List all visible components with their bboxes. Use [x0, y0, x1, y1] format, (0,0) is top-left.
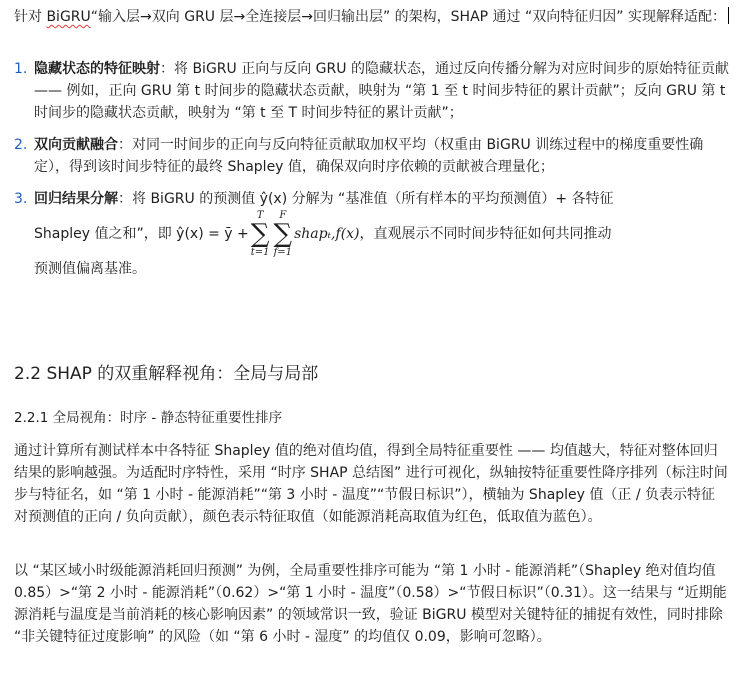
global-view-paragraph[interactable]: 通过计算所有测试样本中各特征 Shapley 值的绝对值均值，得到全局特征重要性 —— 均值越大，特征对整体回归结果的影响越强。为适配时序特性，采用 “时序 SHAP 总结图” 进行可视化，纵轴按特征重要性降序排列（标注时间步与特征名，如 “第 1 小时 - 能源消耗”“第 3 小时 - 温度”“节假日标识”），横轴为 Shapley 值（正 / 负表示特征对预测值的正向 / 负向贡献），颜色表示特征取值（如能源消耗高取值为红色，低取值为蓝色）。 [14, 443, 728, 525]
list-item [14, 58, 729, 124]
intro-bigru: BiGRU [46, 9, 91, 25]
section-heading: 2.2 SHAP 的双重解释视角：全局与局部 [14, 364, 319, 384]
list-item-title: 隐藏状态的特征映射 [34, 61, 160, 77]
list-item-title: 回归结果分解 [34, 191, 118, 207]
sum-symbol-t [251, 210, 270, 258]
list-item-body: ：对同一时间步的正向与反向特征贡献取加权平均（权重由 BiGRU 训练过程中的梯度重要性确定），得到该时间步特征的最终 Shapley 值，确保双向时序依赖的贡献被合理量化； [34, 137, 704, 175]
list-number: 2. [14, 137, 28, 153]
text-cursor [728, 7, 729, 24]
sum-upper-limit: T [256, 210, 264, 221]
list-item-title: 双向贡献融合 [34, 137, 118, 153]
sum-upper-limit: F [279, 210, 287, 221]
example-paragraph[interactable]: 以 “某区域小时级能源消耗回归预测” 为例，全局重要性排序可能为 “第 1 小时 - 能源消耗”（Shapley 绝对值均值 0.85）>“第 2 小时 - 能源消耗”（0.62）>“第 1 小时 - 温度”（0.58）>“节假日标识”（0.31）。这一结果与 “近期能源消耗与温度是当前消耗的核心影响因素” 的领域常识一致，验证 BiGRU 模型对关键特征的捕捉有效性，同时排除 “非关键特征过度影响” 的风险（如 “第 6 小时 - 湿度” 的均值仅 0.09，影响可忽略）。 [14, 563, 727, 645]
sigma-icon: ∑ [250, 219, 270, 249]
intro-text-b: “输入层→双向 GRU 层→全连接层→回归输出层” 的架构，SHAP 通过 “双向特征归因” 实现解释适配： [90, 9, 726, 25]
list-item-body-c: ，直观展示不同时间步特征如何共同推动 [359, 226, 612, 242]
list-item-body: ：将 BiGRU 正向与反向 GRU 的隐藏状态，通过反向传播分解为对应时间步的原始特征贡献 —— 例如，正向 GRU 第 t 时间步的隐藏状态贡献，映射为 “第 1 至 t 时间步特征的累计贡献”；反向 GRU 第 t 时间步的隐藏状态贡献，映射为 “第 t 至 T 时间步特征的累计贡献”； [34, 61, 729, 121]
formula-line [34, 210, 729, 258]
sum-lower-limit: f=1 [273, 247, 293, 258]
list-number: 1. [14, 61, 28, 77]
list-item-body-d: 预测值偏离基准。 [34, 261, 146, 277]
sigma-icon: ∑ [273, 219, 293, 249]
formula-term: shapₜ,f(x) [294, 226, 360, 242]
list-number: 3. [14, 191, 28, 207]
adaptation-list [14, 58, 729, 290]
list-item-body-a: ：将 BiGRU 的预测值 ŷ(x) 分解为 “基准值（所有样本的平均预测值）+ 各特征 [118, 191, 614, 207]
list-item-body-b: Shapley 值之和”，即 ŷ(x) = ȳ + [34, 226, 249, 242]
sum-symbol-f [274, 210, 293, 258]
sum-lower-limit: t=1 [250, 247, 270, 258]
list-item [14, 188, 729, 280]
intro-paragraph[interactable] [14, 6, 729, 28]
subsection-heading: 2.2.1 全局视角：时序 - 静态特征重要性排序 [14, 410, 283, 426]
intro-text-a: 针对 [14, 9, 47, 25]
list-item [14, 134, 729, 178]
